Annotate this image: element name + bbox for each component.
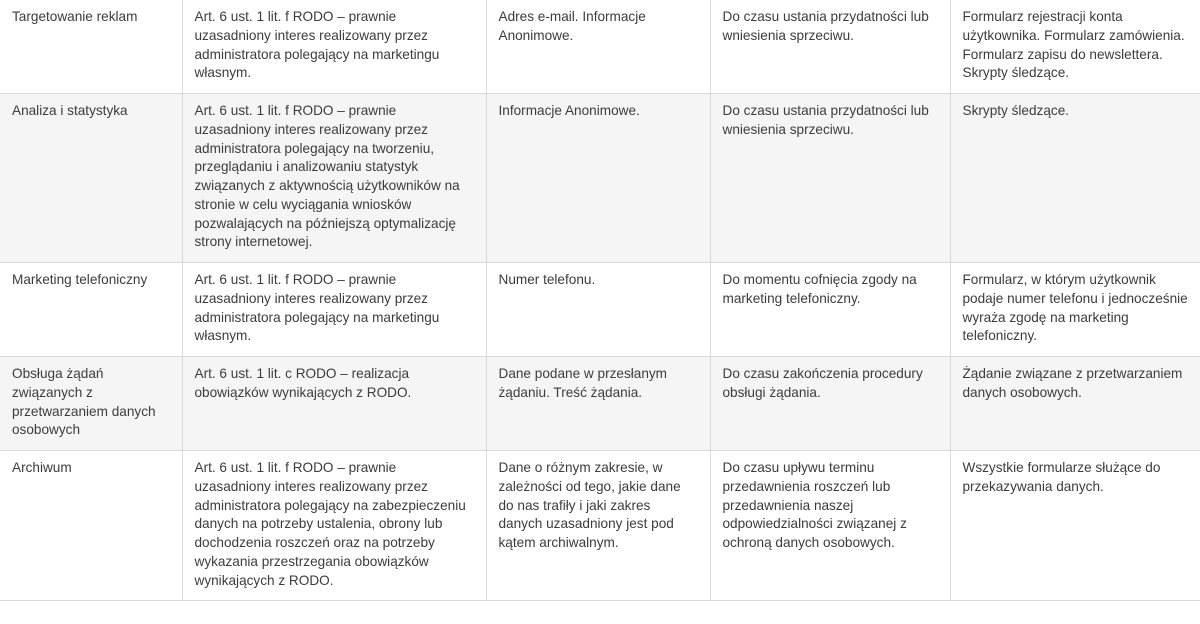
purpose-text: Targetowanie reklam <box>12 9 138 24</box>
cell-legal-basis <box>182 94 486 263</box>
data-scope-text: Informacje Anonimowe. <box>498 103 640 118</box>
cell-purpose <box>0 357 182 451</box>
cell-retention <box>710 263 950 357</box>
cell-data-scope <box>486 94 710 263</box>
cell-purpose <box>0 0 182 94</box>
data-scope-text: Dane podane w przesłanym żądaniu. Treść żądania. <box>498 366 668 400</box>
source-text: Formularz rejestracji konta użytkownika. Formularz zamówienia. Formularz zapisu do newslettera. Skrypty śledzące. <box>962 9 1185 81</box>
cell-purpose <box>0 94 182 263</box>
cell-data-scope <box>486 357 710 451</box>
cell-retention <box>710 94 950 263</box>
legal-basis-text: Art. 6 ust. 1 lit. f RODO – prawnie uzasadniony interes realizowany przez administratora polegający na zabezpieczeniu danych na potrzeby ustalenia, obrony lub dochodzenia roszczeń oraz na potrzeby wykazania przestrzegania obowiązków wynikających z RODO. <box>194 460 466 588</box>
cell-purpose <box>0 263 182 357</box>
legal-basis-text: Art. 6 ust. 1 lit. f RODO – prawnie uzasadniony interes realizowany przez administratora polegający na marketingu własnym. <box>194 9 440 81</box>
cell-data-scope <box>486 263 710 357</box>
cell-data-scope <box>486 451 710 601</box>
retention-text: Do czasu ustania przydatności lub wniesienia sprzeciwu. <box>722 103 929 137</box>
purpose-text: Obsługa żądań związanych z przetwarzaniem danych osobowych <box>12 366 156 438</box>
retention-text: Do czasu zakończenia procedury obsługi żądania. <box>722 366 923 400</box>
data-scope-text: Dane o różnym zakresie, w zależności od tego, jakie dane do nas trafiły i jaki zakres danych uzasadniony jest pod kątem archiwalnym. <box>498 460 681 550</box>
cell-purpose <box>0 451 182 601</box>
purpose-text: Marketing telefoniczny <box>12 272 148 287</box>
cell-source <box>950 451 1200 601</box>
cell-source <box>950 357 1200 451</box>
table-row <box>0 94 1200 263</box>
cell-legal-basis <box>182 357 486 451</box>
legal-basis-text: Art. 6 ust. 1 lit. f RODO – prawnie uzasadniony interes realizowany przez administratora polegający na marketingu własnym. <box>194 272 440 344</box>
cell-retention <box>710 0 950 94</box>
retention-text: Do momentu cofnięcia zgody na marketing telefoniczny. <box>722 272 917 306</box>
cell-legal-basis <box>182 0 486 94</box>
source-text: Wszystkie formularze służące do przekazywania danych. <box>962 460 1161 494</box>
data-scope-text: Adres e-mail. Informacje Anonimowe. <box>498 9 646 43</box>
cell-legal-basis <box>182 451 486 601</box>
retention-text: Do czasu upływu terminu przedawnienia roszczeń lub przedawnienia naszej odpowiedzialności związanej z ochroną danych osobowych. <box>722 460 907 550</box>
cell-source <box>950 0 1200 94</box>
table-row <box>0 263 1200 357</box>
source-text: Skrypty śledzące. <box>962 103 1070 118</box>
legal-basis-text: Art. 6 ust. 1 lit. f RODO – prawnie uzasadniony interes realizowany przez administratora polegający na tworzeniu, przeglądaniu i analizowaniu statystyk związanych z aktywnością użytkowników na stronie w celu wyciągania wniosków pozwalających na późniejszą optymalizację strony internetowej. <box>194 103 460 250</box>
cell-data-scope <box>486 0 710 94</box>
purpose-text: Archiwum <box>12 460 72 475</box>
table-row <box>0 451 1200 601</box>
cell-source <box>950 263 1200 357</box>
cell-retention <box>710 451 950 601</box>
cell-source <box>950 94 1200 263</box>
table-row <box>0 0 1200 94</box>
cell-retention <box>710 357 950 451</box>
data-scope-text: Numer telefonu. <box>498 272 596 287</box>
legal-basis-text: Art. 6 ust. 1 lit. c RODO – realizacja obowiązków wynikających z RODO. <box>194 366 412 400</box>
cell-legal-basis <box>182 263 486 357</box>
table-row <box>0 357 1200 451</box>
purpose-text: Analiza i statystyka <box>12 103 128 118</box>
source-text: Formularz, w którym użytkownik podaje numer telefonu i jednocześnie wyraża zgodę na marketing telefoniczny. <box>962 272 1188 344</box>
source-text: Żądanie związane z przetwarzaniem danych osobowych. <box>962 366 1183 400</box>
retention-text: Do czasu ustania przydatności lub wniesienia sprzeciwu. <box>722 9 929 43</box>
